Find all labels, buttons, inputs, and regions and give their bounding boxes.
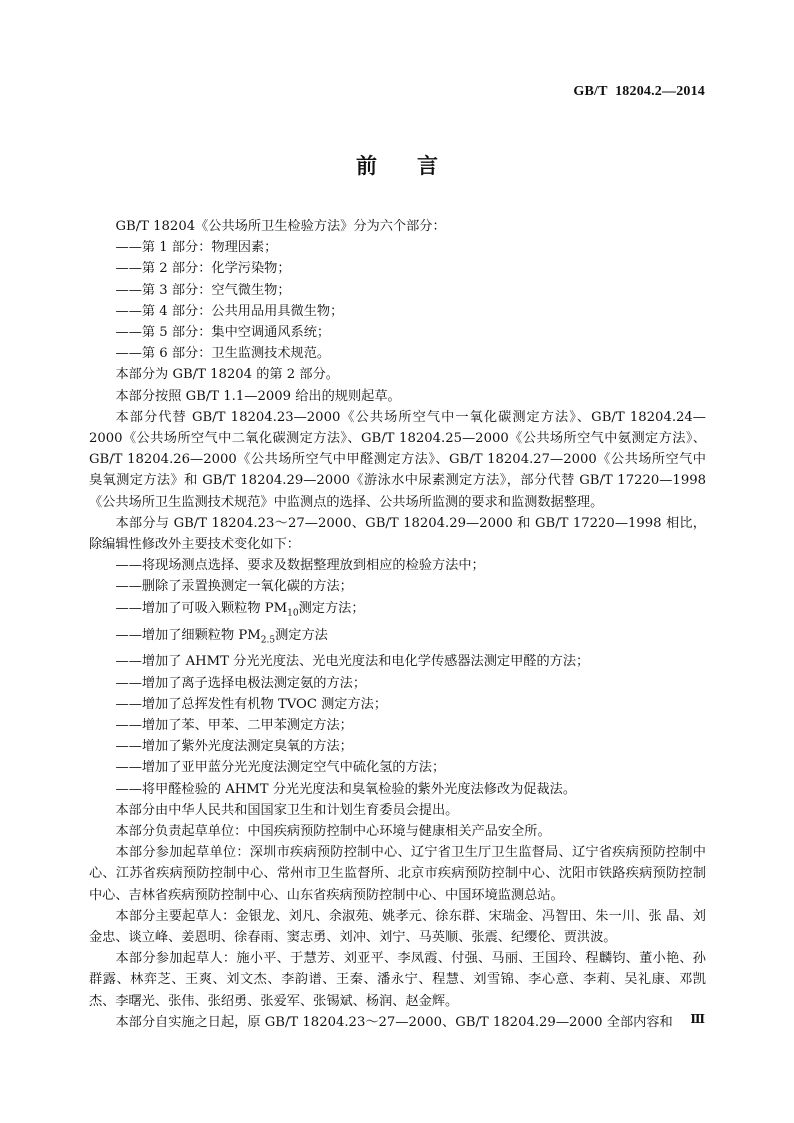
replacement-paragraph: 本部分代替 GB/T 18204.23—2000《公共场所空气中一氧化碳测定方法》、GB/T 18204.24—2000《公共场所空气中二氧化碳测定方法》、GB/T 18204.25—2000《公共场所空气中氨测定方法》、GB/T 18204.26—2000《公共场所空气中甲醛测定方法》、GB/T 18204.27—2000《公共场所空气中臭氧测定方法》和 GB/T 18204.29—2000《游泳水中尿素测定方法》，部分代替 GB/T 17220—1998《公共场所卫生监测技术规范》中监测点的选择、公共场所监测的要求和监测数据整理。 bbox=[89, 409, 706, 510]
change-item-1: ——将现场测点选择、要求及数据整理放到相应的检验方法中； bbox=[115, 558, 485, 574]
change-item-4-text: ——增加了细颗粒物 PM bbox=[115, 627, 261, 643]
effective-date-paragraph: 本部分自实施之日起，原 GB/T 18204.23～27—2000、GB/T 18204.29—2000 全部内容和 bbox=[115, 1014, 673, 1030]
title-char-1: 前 bbox=[356, 154, 377, 178]
part-item-6: ——第 6 部分：卫生监测技术规范。 bbox=[115, 346, 331, 362]
part-item-1: ——第 1 部分：物理因素； bbox=[115, 240, 278, 256]
change-item-5: ——增加了 AHMT 分光光度法、光电光度法和电化学传感器法测定甲醛的方法； bbox=[115, 654, 590, 670]
change-item-4 bbox=[89, 625, 706, 652]
standard-code-number: 18204.2—2014 bbox=[615, 84, 705, 99]
change-item-6: ——增加了离子选择电极法测定氨的方法； bbox=[115, 675, 367, 691]
title-char-2: 言 bbox=[417, 154, 438, 178]
proposed-by-paragraph: 本部分由中华人民共和国国家卫生和计划生育委员会提出。 bbox=[115, 802, 459, 818]
page-title bbox=[0, 150, 794, 180]
part-item-4: ——第 4 部分：公共用品用具微生物； bbox=[115, 303, 344, 319]
change-item-9: ——增加了紫外光度法测定臭氧的方法； bbox=[115, 739, 353, 755]
part-number-paragraph: 本部分为 GB/T 18204 的第 2 部分。 bbox=[115, 367, 339, 383]
main-drafters-paragraph: 本部分主要起草人：金银龙、刘凡、余淑苑、姚孝元、徐东群、宋瑞金、冯智田、朱一川、张 晶、刘金忠、谈立峰、姜恩明、徐春雨、窦志勇、刘冲、刘宁、马英顺、张震、纪缨伦、贾洪波。 bbox=[89, 908, 706, 945]
part-item-2: ——第 2 部分：化学污染物； bbox=[115, 261, 291, 277]
change-item-3-text: ——增加了可吸入颗粒物 PM bbox=[115, 600, 288, 616]
responsible-unit-paragraph: 本部分负责起草单位：中国疾病预防控制中心环境与健康相关产品安全所。 bbox=[115, 823, 551, 839]
part-item-5: ——第 5 部分：集中空调通风系统； bbox=[115, 325, 331, 341]
other-drafters-paragraph: 本部分参加起草人：施小平、于慧芳、刘亚平、李凤霞、付强、马丽、王国玲、程麟钧、董小艳、孙群露、林弈芝、王爽、刘文杰、李韵谱、王秦、潘永宁、程慧、刘雪锦、李心意、李莉、吴礼康、邓凯杰、李曙光、张伟、张绍勇、张爱军、张锡斌、杨润、赵金辉。 bbox=[89, 951, 706, 1009]
intro-paragraph: GB/T 18204《公共场所卫生检验方法》分为六个部分： bbox=[115, 219, 446, 234]
comparison-paragraph: 本部分与 GB/T 18204.23～27—2000、GB/T 18204.29—2000 和 GB/T 17220—1998 相比，除编辑性修改外主要技术变化如下： bbox=[89, 515, 706, 553]
part-item-3: ——第 3 部分：空气微生物； bbox=[115, 282, 291, 298]
pm10-subscript: 10 bbox=[287, 608, 299, 619]
change-item-10: ——增加了亚甲蓝分光光度法测定空气中硫化氢的方法； bbox=[115, 760, 446, 776]
change-item-11: ——将甲醛检验的 AHMT 分光光度法和臭氧检验的紫外光度法修改为促裁法。 bbox=[115, 781, 577, 797]
change-item-2: ——删除了汞置换测定一氧化碳的方法； bbox=[115, 579, 353, 595]
drafting-rules-paragraph: 本部分按照 GB/T 1.1—2009 给出的规则起草。 bbox=[115, 388, 401, 404]
participating-units-paragraph: 本部分参加起草单位：深圳市疾病预防控制中心、辽宁省卫生厅卫生监督局、辽宁省疾病预防控制中心、江苏省疾病预防控制中心、常州市卫生监督所、北京市疾病预防控制中心、沈阳市铁路疾病预防控制中心、吉林省疾病预防控制中心、山东省疾病预防控制中心、中国环境监测总站。 bbox=[89, 845, 706, 903]
change-item-3-suffix: 测定方法； bbox=[298, 600, 365, 616]
change-item-3 bbox=[89, 598, 706, 625]
standard-code bbox=[573, 84, 705, 100]
pm25-subscript: 2.5 bbox=[260, 635, 276, 646]
change-item-8: ——增加了苯、甲苯、二甲苯测定方法； bbox=[115, 717, 353, 733]
standard-code-prefix: GB/T bbox=[573, 84, 608, 99]
change-item-7: ——增加了总挥发性有机物 TVOC 测定方法； bbox=[115, 696, 388, 712]
change-item-4-suffix: 测定方法 bbox=[275, 627, 328, 643]
page-number: Ⅲ bbox=[690, 1012, 705, 1026]
foreword-body bbox=[89, 216, 706, 1033]
